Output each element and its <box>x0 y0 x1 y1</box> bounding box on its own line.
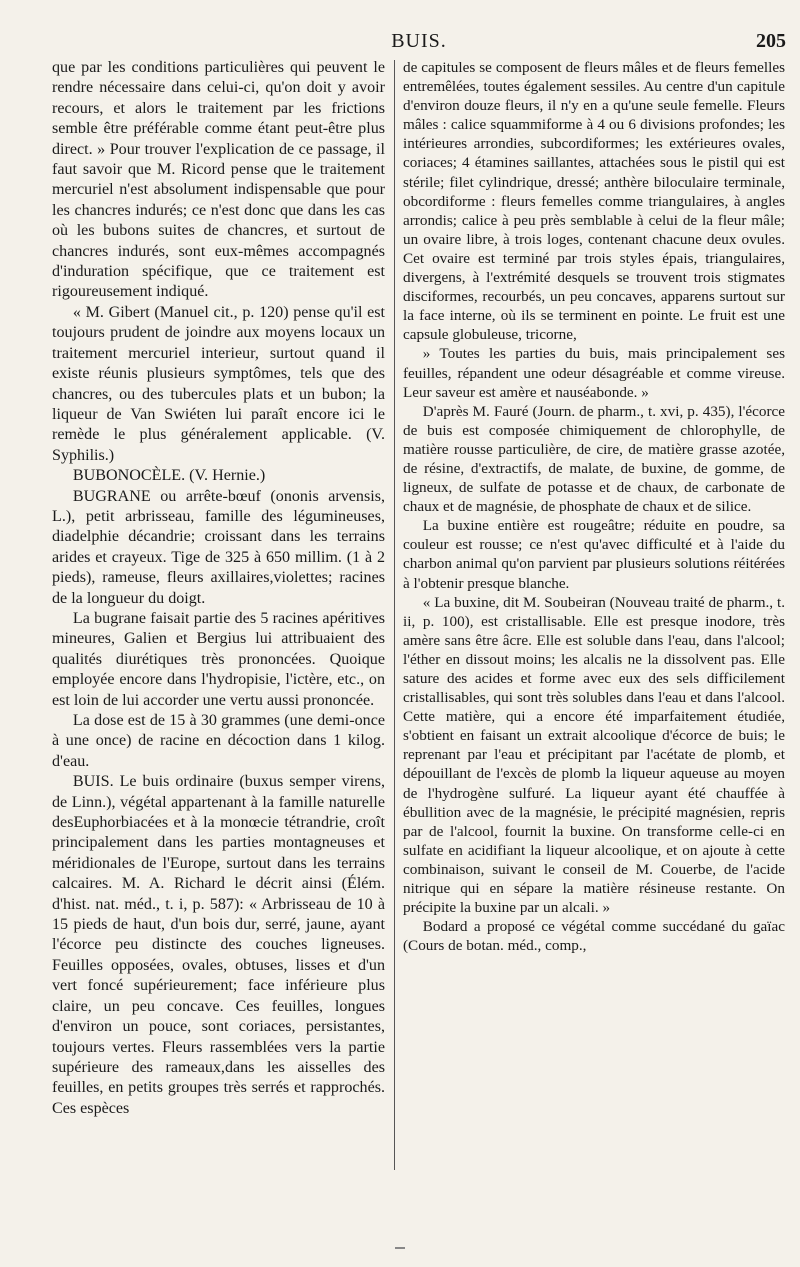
page-number: 205 <box>756 30 786 52</box>
paragraph: « La buxine, dit M. Soubeiran (Nouveau traité de pharm., t. ii, p. 100), est cristallisable. Elle est presque inodore, très amère sans être âcre. Elle est soluble dans l'eau, dans l'alcool; l'éther en dissout moins; les alcalis ne la dissolvent pas. Elle sature des acides et forme avec eux des sels difficilement cristallisables, qui sont très solubles dans l'eau et dans l'alcool. Cette matière, qui a encore été imparfaitement étudiée, s'obtient en faisant un extrait alcoolique d'écorce de buis; le reprenant par l'eau et précipitant par l'acétate de plomb, et dépouillant de l'excès de plomb la liqueur aqueuse au moyen de l'hydrogène sulfuré. La liqueur ayant été chauffée à ébullition avec de la magnésie, le précipité magnésien, repris par de l'alcool, fournit la buxine. On transforme celle-ci en sulfate en acidifiant la liqueur alcoolique, et on ajoute à cette combinaison, suivant le conseil de M. Couerbe, de l'acide nitrique qui en sépare la matière résineuse restante. On précipite la buxine par un alcali. » <box>403 593 785 917</box>
paragraph: D'après M. Fauré (Journ. de pharm., t. xvi, p. 435), l'écorce de buis est composée chimiquement de chlorophylle, de matière rousse particulière, de cire, de matière grasse azotée, de résine, d'extractifs, de malate, de buxine, de gomme, de ligneux, de sulfate de potasse et de chaux, de carbonate de chaux et de magnésie, de phosphate de chaux et de silice. <box>403 402 785 516</box>
paragraph: de capitules se composent de fleurs mâles et de fleurs femelles entremêlées, toutes également sessiles. Au centre d'un capitule d'environ douze fleurs, il n'y en a qu'une seule femelle. Fleurs mâles : calice squammiforme à 4 ou 6 divisions profondes; les intérieures arrondies, subcordiformes; les extérieures ovales, coriaces; 4 étamines saillantes, attachées sous le pistil qui est stérile; filet cylindrique, dressé; anthère biloculaire terminale, obcordiforme : fleurs femelles comme triangulaires, à angles arrondis; calice à peu près semblable à celui de la fleur mâle; un ovaire libre, à trois loges, contenant chacune deux ovules. Cet ovaire est terminé par trois styles épais, triangulaires, divergens, à l'extrémité desquels se trouvent trois stigmates disciformes, recourbés, un peu concaves, apparens surtout sur la face interne, où ils se terminent en pointe. Le fruit est une capsule globuleuse, tricorne, <box>403 59 785 344</box>
running-head: BUIS. <box>391 30 447 52</box>
paragraph: Bodard a proposé ce végétal comme succédané du gaïac (Cours de botan. méd., comp., <box>403 918 785 955</box>
left-column <box>52 58 385 1119</box>
paragraph: » Toutes les parties du buis, mais principalement ses feuilles, répandent une odeur désagréable et comme vireuse. Leur saveur est amère et nauséabonde. » <box>403 345 785 401</box>
paragraph: que par les conditions particulières qui peuvent le rendre nécessaire dans celui-ci, qu'on doit y avoir recours, et alors le traitement par les frictions semble être préférable comme étant peut-être plus direct. » Pour trouver l'explication de ce passage, il faut savoir que M. Ricord pense que le traitement mercuriel n'est absolument indispensable que pour les chancres indurés; ce n'est donc que dans les cas où les bubons suites de chancres, et surtout de chancres indurés, sont eux-mêmes accompagnés d'induration spécifique, que ce traitement est rigoureusement indiqué. <box>52 59 385 301</box>
entry-buis: BUIS. Le buis ordinaire (buxus semper virens, de Linn.), végétal appartenant à la famille naturelle desEuphorbiacées et à la monœcie tétrandrie, croît principalement dans les parties montagneuses et méridionales de l'Europe, surtout dans les terrains calcaires. M. A. Richard le décrit ainsi (Élém. d'hist. nat. méd., t. i, p. 587): « Arbrisseau de 10 à 15 pieds de haut, d'un bois dur, serré, jaune, ayant l'écorce peu distincte des couches ligneuses. Feuilles opposées, ovales, obtuses, lisses et d'un vert foncé supérieurement; face inférieure plus claire, un peu concave. Ces feuilles, longues d'environ un pouce, sont coriaces, persistantes, toujours vertes. Fleurs rassemblées vers la partie supérieure des rameaux,dans les aisselles des feuilles, en petits groupes très serrés et rapprochés. Ces espèces <box>52 773 385 1117</box>
page-header <box>52 30 786 56</box>
right-column <box>403 58 785 955</box>
paragraph: La bugrane faisait partie des 5 racines apéritives mineures, Galien et Bergius lui attribuaient des qualités diurétiques très prononcées. Quoique employée encore dans l'hydropisie, l'ictère, etc., on est loin de lui accorder une vertu aussi prononcée. <box>52 609 385 709</box>
paragraph: « M. Gibert (Manuel cit., p. 120) pense qu'il est toujours prudent de joindre aux moyens locaux un traitement mercuriel interieur, surtout quand il existe réunis plusieurs symptômes, tels que des chancres, ou des tubercules plats et un bubon; la liqueur de Van Swiéten lui paraît encore ici le remède le plus généralement applicable. (V. Syphilis.) <box>52 303 385 464</box>
paragraph: La dose est de 15 à 30 grammes (une demi-once à une once) de racine en décoction dans 1 kilog. d'eau. <box>52 712 385 770</box>
column-divider <box>394 60 395 1170</box>
bottom-mark <box>395 1247 405 1249</box>
paragraph: La buxine entière est rougeâtre; réduite en poudre, sa couleur est rousse; ce n'est qu'avec difficulté et à l'aide du charbon animal qu'on parvient par plusieurs solutions réitérées à l'obtenir presque blanche. <box>403 517 785 592</box>
entry-bubonocele: BUBONOCÈLE. (V. Hernie.) <box>72 467 266 485</box>
entry-bugrane: BUGRANE ou arrête-bœuf (ononis arvensis, L.), petit arbrisseau, famille des légumineuses, diadelphie décandrie; croissant dans les terrains arides et crayeux. Tige de 325 à 650 millim. (1 à 2 pieds), rameuse, fleurs axillaires,violettes; racines de la longueur du doigt. <box>52 487 385 607</box>
